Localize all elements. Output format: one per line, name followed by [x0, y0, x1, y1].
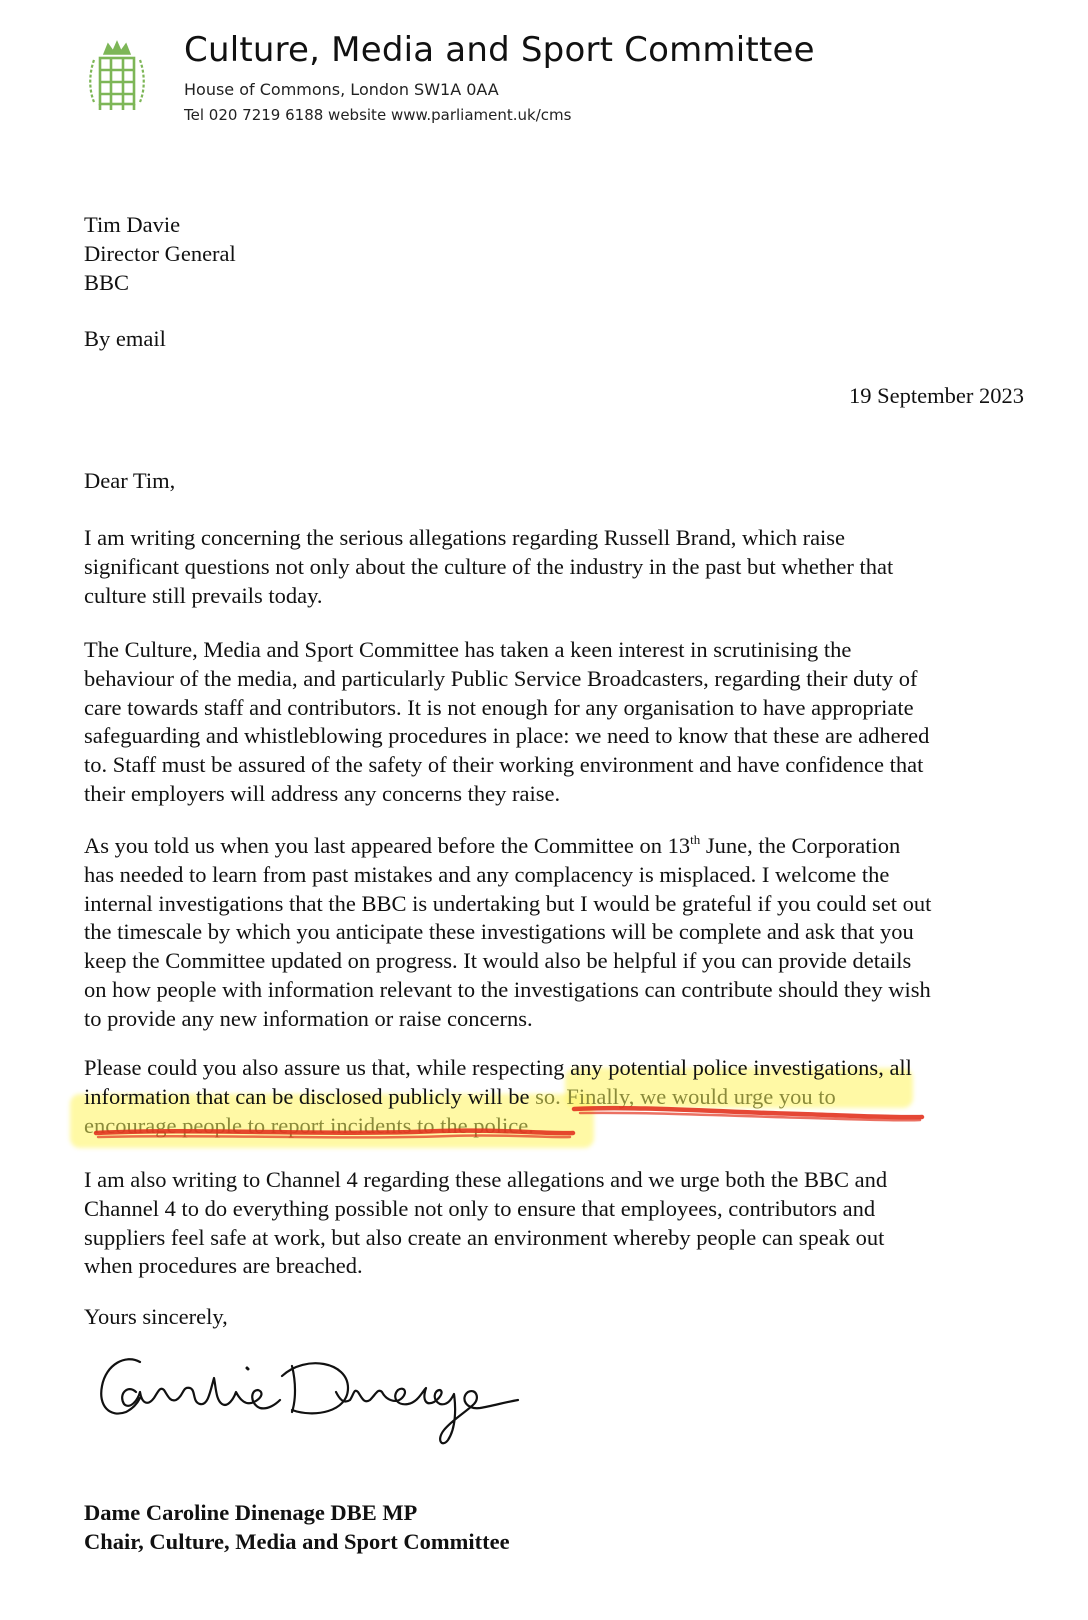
closing: Yours sincerely, — [84, 1304, 228, 1329]
paragraph-line: significant questions not only about the culture of the industry in the past but whether that — [84, 553, 894, 579]
paragraph-line: Channel 4 to do everything possible not only to ensure that employees, contributors and — [84, 1195, 876, 1221]
paragraph-line: Please could you also assure us that, while respecting any potential police investigations, all — [84, 1055, 912, 1080]
committee-title: Culture, Media and Sport Committee — [184, 30, 815, 70]
ordinal-suffix: th — [690, 832, 701, 847]
signatory-block — [84, 1499, 1024, 1557]
paragraph-line: on how people with information relevant to the investigations can contribute should they wish — [84, 976, 931, 1002]
handwritten-signature — [96, 1348, 526, 1458]
paragraph-text: information that can be disclosed publicly will be — [84, 1083, 536, 1109]
letter-date: 19 September 2023 — [849, 383, 1024, 408]
highlighted-text: encourage people to report incidents to the police. — [84, 1112, 534, 1138]
delivery-method: By email — [84, 326, 166, 351]
signatory-name: Dame Caroline Dinenage DBE MP — [84, 1500, 418, 1525]
paragraph-line: The Culture, Media and Sport Committee has taken a keen interest in scrutinising the — [84, 637, 852, 662]
paragraph-line: internal investigations that the BBC is undertaking but I would be grateful if you could set out — [84, 890, 932, 916]
committee-contact: Tel 020 7219 6188 website www.parliament.uk/cms — [184, 106, 572, 124]
paragraph-line: I am also writing to Channel 4 regarding these allegations and we urge both the BBC and — [84, 1167, 888, 1192]
paragraph-line: culture still prevails today. — [84, 582, 323, 608]
paragraph-5 — [84, 1166, 1024, 1281]
highlighted-text: so. Finally, we would urge you to — [535, 1083, 836, 1109]
paragraph-line: their employers will address any concerns they raise. — [84, 780, 561, 806]
paragraph-text: June, the Corporation — [700, 833, 901, 858]
signatory-title: Chair, Culture, Media and Sport Committee — [84, 1528, 510, 1554]
paragraph-line: behaviour of the media, and particularly Public Service Broadcasters, regarding their duty of — [84, 665, 918, 691]
paragraph-line: to provide any new information or raise concerns. — [84, 1005, 533, 1031]
paragraph-line: the timescale by which you anticipate these investigations will be complete and ask that you — [84, 919, 914, 945]
recipient-name: Tim Davie — [84, 212, 181, 237]
committee-address: House of Commons, London SW1A 0AA — [184, 80, 499, 99]
paragraph-line: suppliers feel safe at work, but also create an environment whereby people can speak out — [84, 1224, 885, 1250]
paragraph-line: care towards staff and contributors. It is not enough for any organisation to have appropriate — [84, 694, 914, 720]
salutation: Dear Tim, — [84, 468, 176, 493]
recipient-org: BBC — [84, 269, 130, 295]
paragraph-text: As you told us when you last appeared before the Committee on 13 — [84, 833, 691, 858]
paragraph-line: safeguarding and whistleblowing procedures in place: we need to know that these are adhered — [84, 723, 930, 749]
paragraph-line: when procedures are breached. — [84, 1253, 363, 1279]
paragraph-line: keep the Committee updated on progress. It would also be helpful if you can provide details — [84, 948, 912, 974]
paragraph-line: has needed to learn from past mistakes and any complacency is misplaced. I welcome the — [84, 861, 890, 887]
paragraph-line: to. Staff must be assured of the safety of their working environment and have confidence that — [84, 752, 924, 778]
paragraph-line: I am writing concerning the serious allegations regarding Russell Brand, which raise — [84, 525, 846, 550]
recipient-role: Director General — [84, 240, 236, 266]
